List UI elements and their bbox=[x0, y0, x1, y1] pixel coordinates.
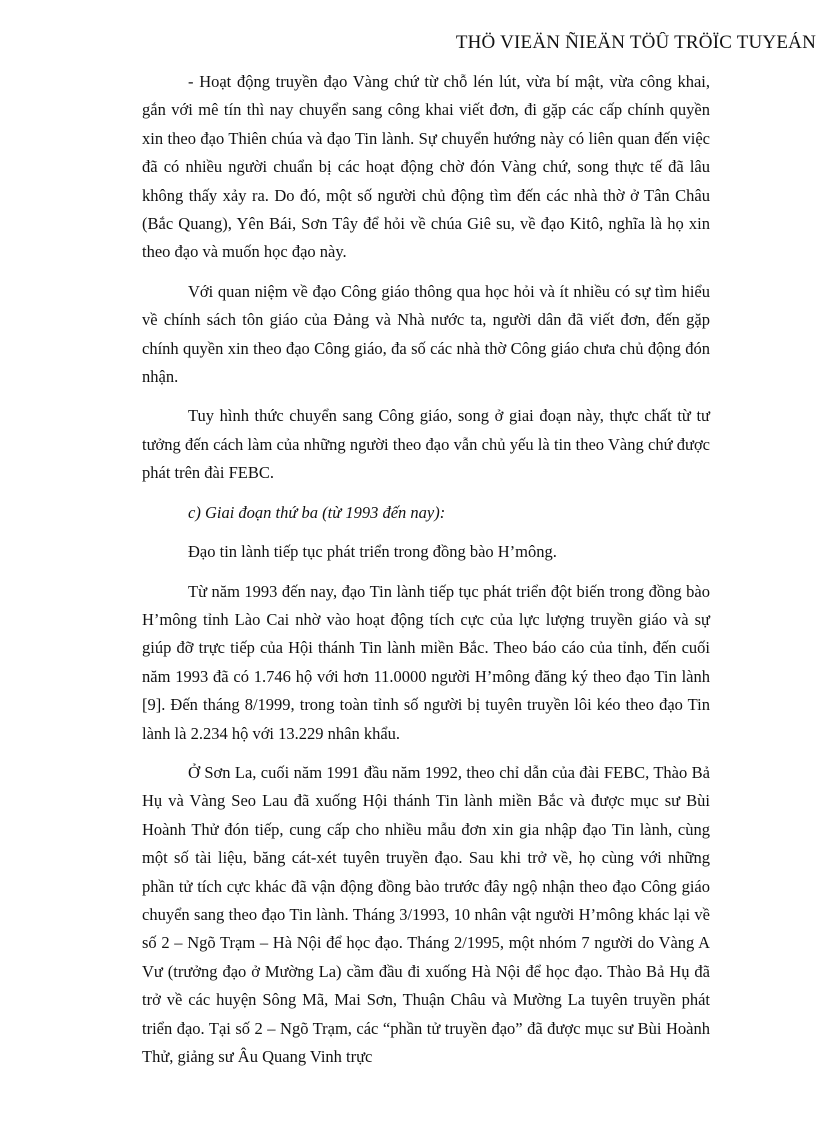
paragraph-protestant-growth: Đạo tin lành tiếp tục phát triển trong đồng bào H’mông. bbox=[188, 542, 557, 562]
section-heading-phase-three: c) Giai đoạn thứ ba (từ 1993 đến nay): bbox=[188, 502, 446, 522]
paragraph-propagation-shift: - Hoạt động truyền đạo Vàng chứ từ chỗ lén lút, vừa bí mật, vừa công khai, gắn với mê tín thì nay chuyển sang công khai viết đơn, đi gặp các cấp chính quyền xin theo đạo Thiên chúa và đạo Tin lành. Sự chuyển hướng này có liên quan đến việc đã có nhiều người chuẩn bị các hoạt động chờ đón Vàng chứ, song thực tế đã lâu không thấy xảy ra. Do đó, một số người chủ động tìm đến các nhà thờ ở Tân Châu (Bắc Quang), Yên Bái, Sơn Tây để hỏi về chúa Giê su, về đạo Kitô, nghĩa là họ xin theo đạo và muốn học đạo này. bbox=[142, 72, 710, 262]
paragraph-conversion-form: Tuy hình thức chuyển sang Công giáo, song ở giai đoạn này, thực chất từ tư tưởng đến cách làm của những người theo đạo vẫn chủ yếu là tin theo Vàng chứ được phát trên đài FEBC. bbox=[142, 406, 710, 483]
paragraph-catholic-view: Với quan niệm về đạo Công giáo thông qua học hỏi và ít nhiều có sự tìm hiểu về chính sách tôn giáo của Đảng và Nhà nước ta, người dân đã viết đơn, đến gặp chính quyền xin theo đạo Công giáo, đa số các nhà thờ Công giáo chưa chủ động đón nhận. bbox=[142, 281, 710, 387]
paragraph-lao-cai: Từ năm 1993 đến nay, đạo Tin lành tiếp tục phát triển đột biến trong đồng bào H’mông tỉnh Lào Cai nhờ vào hoạt động tích cực của lực lượng truyền giáo và sự giúp đỡ trực tiếp của Hội thánh Tin lành miền Bắc. Theo báo cáo của tỉnh, đến cuối năm 1993 đã có 1.746 hộ với hơn 11.0000 người H’mông đăng ký theo đạo Tin lành [9]. Đến tháng 8/1999, trong toàn tỉnh số người bị tuyên truyền lôi kéo theo đạo Tin lành là 2.234 hộ với 13.229 nhân khẩu. bbox=[142, 581, 710, 743]
page-header: THÖ VIEÄN ÑIEÄN TÖÛ TRÖÏC TUYEÁN bbox=[455, 32, 816, 53]
paragraph-son-la: Ở Sơn La, cuối năm 1991 đầu năm 1992, theo chỉ dẫn của đài FEBC, Thào Bả Hụ và Vàng Seo Lau đã xuống Hội thánh Tin lành miền Bắc và được mục sư Bùi Hoành Thử đón tiếp, cung cấp cho nhiều mẫu đơn xin gia nhập đạo Tin lành, cùng một số tài liệu, băng cát-xét tuyên truyền đạo. Sau khi trở về, họ cùng với những phần tử tích cực khác đã vận động đồng bào trước đây ngộ nhận theo đạo Công giáo chuyển sang theo đạo Tin lành. Tháng 3/1993, 10 nhân vật người H’mông khác lại về số 2 – Ngõ Trạm – Hà Nội để học đạo. Tháng 2/1995, một nhóm 7 người do Vàng A Vư (trưởng đạo ở Mường La) cầm đầu đi xuống Hà Nội để học đạo. Thào Bả Hụ đã trở về các huyện Sông Mã, Mai Sơn, Thuận Châu và Mường La tuyên truyền phát triển đạo. Tại số 2 – Ngõ Trạm, các “phần tử truyền đạo” đã được mục sư Bùi Hoành Thử, giảng sư Âu Quang Vinh trực bbox=[142, 762, 710, 1066]
document-body bbox=[142, 68, 710, 1082]
